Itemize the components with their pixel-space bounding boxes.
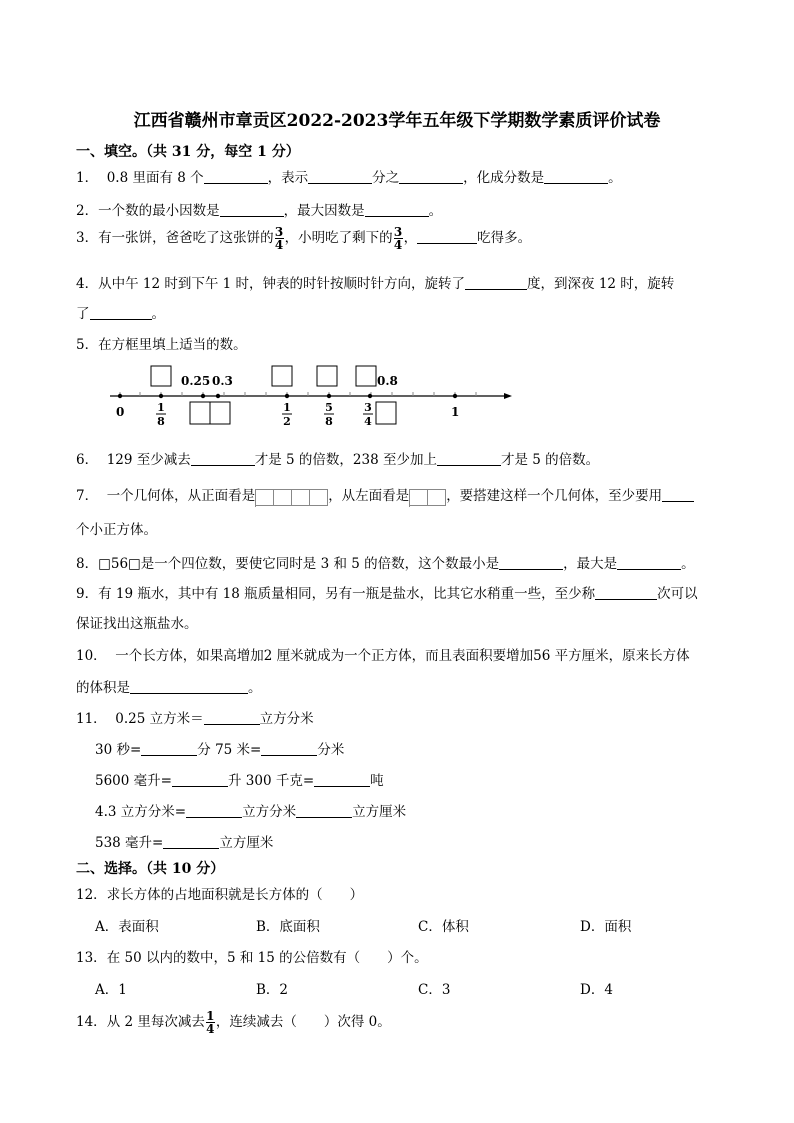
svg-text:5: 5 [325, 401, 333, 414]
question-5: 5．在方框里填上适当的数。 [76, 337, 247, 353]
section-1-heading: 一、填空。（共 31 分，每空 1 分） [76, 144, 300, 160]
answer-box [317, 366, 337, 386]
question-11-line-5: 538 毫升= 立方厘米 [95, 835, 274, 851]
question-11-line-4: 4.3 立方分米= 立方分米 立方厘米 [95, 804, 407, 820]
fraction-one-quarter: $\frac{1}{4}$ [206, 1009, 215, 1036]
question-11: 11． 0.25 立方米＝ 立方分米 [76, 711, 314, 727]
front-view-figure [255, 489, 328, 507]
question-11-line-3: 5600 毫升= 升 300 千克= 吨 [95, 773, 384, 789]
tick-label-025: 0.25 [181, 374, 211, 388]
answer-box [376, 402, 396, 424]
answer-box [151, 366, 171, 386]
q13-option-b[interactable]: B．2 [256, 982, 289, 998]
svg-text:8: 8 [325, 415, 333, 428]
svg-text:2: 2 [283, 415, 291, 428]
answer-box [272, 366, 292, 386]
svg-text:4: 4 [364, 415, 372, 428]
tick-label-08: 0.8 [377, 374, 398, 388]
question-9: 9．有 19 瓶水，其中有 18 瓶质量相同，另有一瓶是盐水，比其它水稍重一些，至少称 次可以 [76, 586, 698, 602]
answer-box [210, 402, 230, 424]
question-12: 12．求长方体的占地面积就是长方体的（ ） [76, 887, 364, 903]
q12-option-b[interactable]: B．底面积 [256, 919, 320, 935]
question-14: 14．从 2 里每次减去 $\frac{1}{4}$ ，连续减去（ ）次得 0。 [76, 1009, 391, 1036]
question-7-continued: 个小正方体。 [76, 522, 157, 538]
question-1: 1． 0.8 里面有 8 个 ，表示 分之 ，化成分数是 。 [76, 170, 622, 186]
question-8: 8．□56□是一个四位数，要使它同时是 3 和 5 的倍数，这个数最小是 ，最大是 。 [76, 556, 695, 572]
number-line-figure [100, 358, 520, 458]
question-2: 2．一个数的最小因数是 ，最大因数是 。 [76, 203, 443, 219]
question-13: 13．在 50 以内的数中，5 和 15 的公倍数有（ ）个。 [76, 950, 428, 966]
question-4: 4．从中午 12 时到下午 1 时，钟表的时针按顺时针方向，旋转了 度，到深夜 12 时，旋转 [76, 276, 675, 292]
section-2-heading: 二、选择。（共 10 分） [76, 861, 225, 877]
question-10: 10． 一个长方体，如果高增加2 厘米就成为一个正方体，而且表面积要增加56 平方厘米，原来长方体 [76, 648, 690, 664]
svg-text:8: 8 [157, 415, 165, 428]
svg-text:1: 1 [157, 401, 165, 414]
page-title: 江西省赣州市章贡区2022-2023学年五年级下学期数学素质评价试卷 [133, 111, 661, 131]
question-7: 7． 一个几何体，从正面看是 ，从左面看是 ，要搭建这样一个几何体，至少要用 [76, 484, 694, 507]
q12-option-a[interactable]: A．表面积 [95, 919, 159, 935]
question-6: 6． 129 至少减去 才是 5 的倍数，238 至少加上 才是 5 的倍数。 [76, 452, 600, 468]
tick-label-0: 0 [116, 405, 125, 419]
fraction-three-quarters: $\frac{3}{4}$ [393, 225, 403, 252]
tick-label-03: 0.3 [212, 374, 233, 388]
answer-box [356, 366, 376, 386]
svg-text:1: 1 [283, 401, 291, 414]
q13-option-a[interactable]: A．1 [95, 982, 127, 998]
answer-box [190, 402, 210, 424]
question-10-continued: 的体积是 。 [76, 680, 262, 696]
q12-option-c[interactable]: C．体积 [418, 919, 469, 935]
question-9-continued: 保证找出这瓶盐水。 [76, 616, 198, 632]
q13-option-d[interactable]: D．4 [580, 982, 613, 998]
question-11-line-2: 30 秒= 分 75 米= 分米 [95, 742, 345, 758]
fraction-three-quarters: $\frac{3}{4}$ [274, 225, 284, 252]
left-view-figure [409, 489, 446, 507]
svg-text:3: 3 [364, 401, 372, 414]
q13-option-c[interactable]: C．3 [418, 982, 451, 998]
question-3: 3．有一张饼，爸爸吃了这张饼的 $\frac{3}{4}$ ，小明吃了剩下的 $\frac{3}{4}$ ， 吃得多。 [76, 225, 532, 252]
tick-label-1: 1 [451, 405, 460, 419]
q12-option-d[interactable]: D．面积 [580, 919, 632, 935]
question-4-continued: 了 。 [76, 306, 165, 322]
